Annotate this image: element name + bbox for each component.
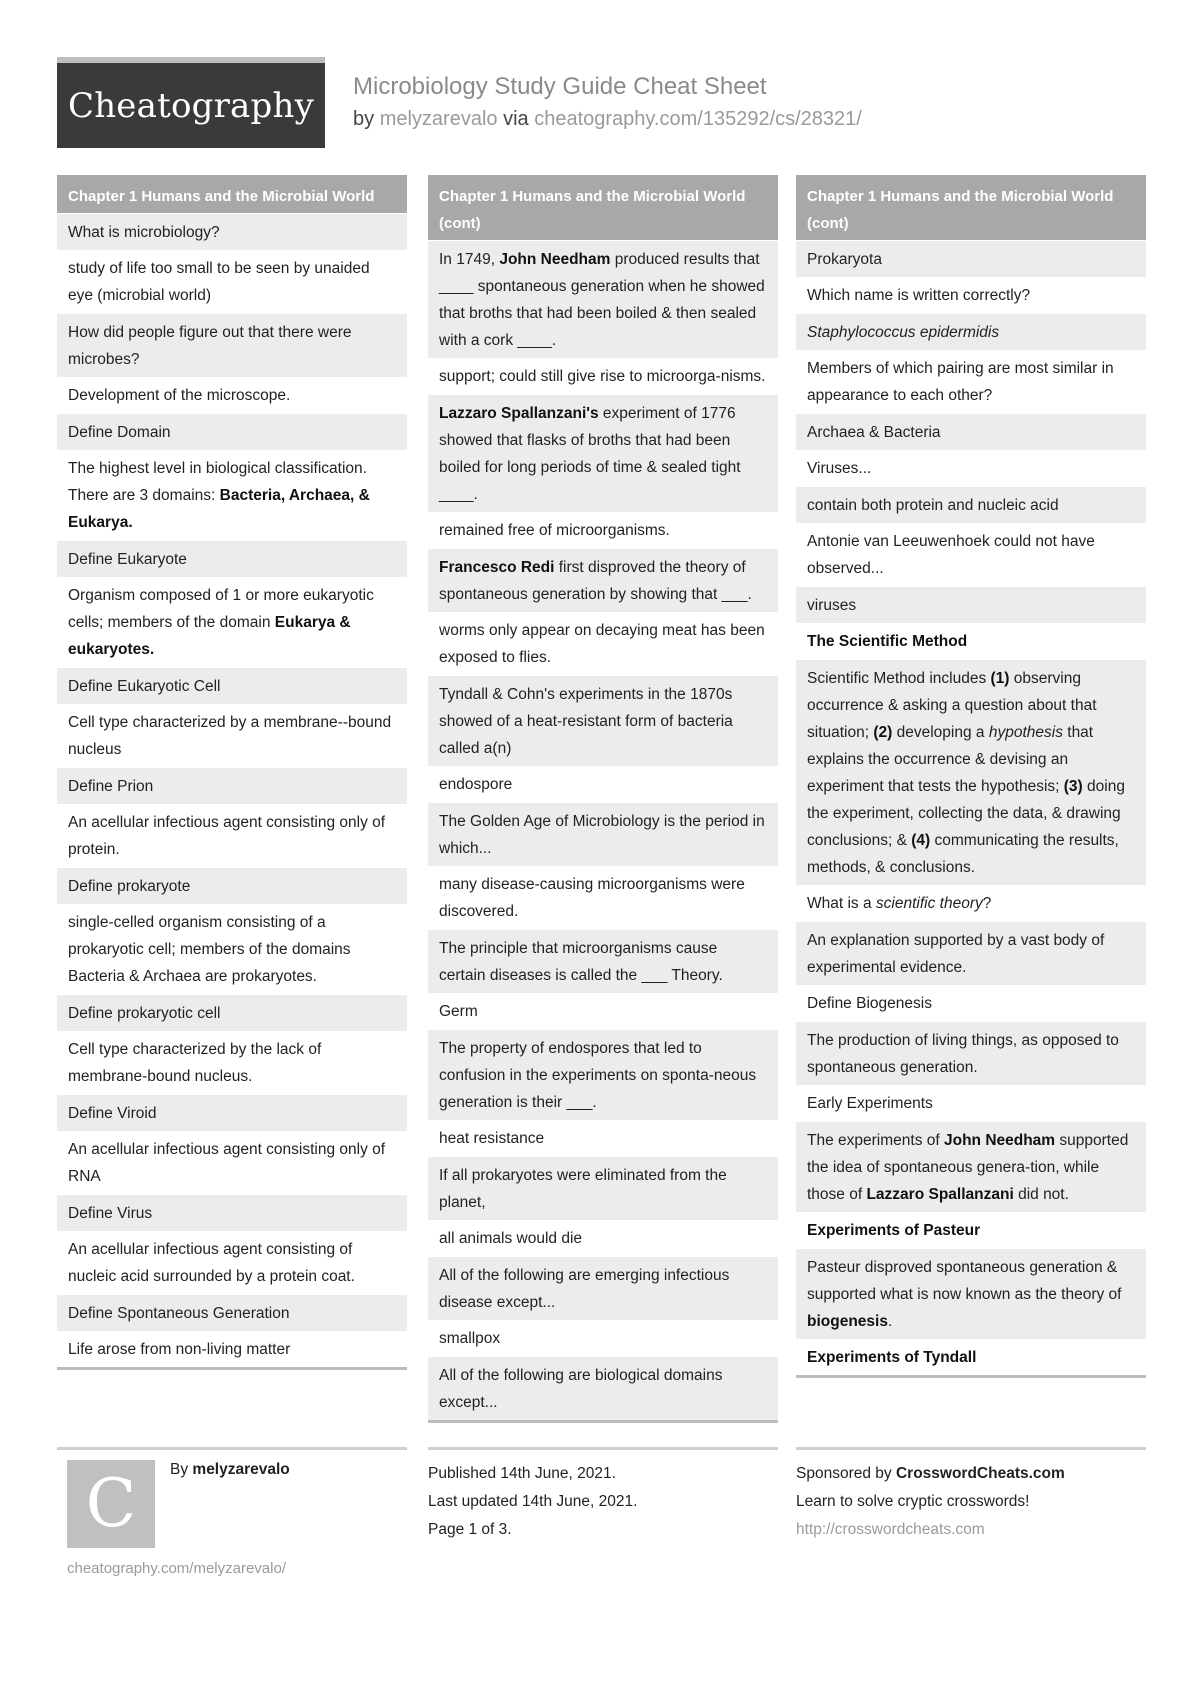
logo-text: Cheatography xyxy=(68,85,314,126)
answer-entry: Experiments of Pasteur xyxy=(796,1212,1146,1248)
question-entry: Define Prion xyxy=(57,767,407,804)
answer-entry: Define Biogenesis xyxy=(796,985,1146,1021)
question-entry: Scientific Method includes (1) observing occurrence & asking a question about that situation; (2) developing a hypothesis that explains the occurrence & devising an experiment that tests the hypothesis; (3) doing the experiment, collecting the data, & drawing conclusions; & (4) communicating the results, methods, & conclusions. xyxy=(796,659,1146,885)
column-heading: Chapter 1 Humans and the Microbial World (cont) xyxy=(796,175,1146,240)
question-entry: Define Eukaryote xyxy=(57,540,407,577)
updated-date: Last updated 14th June, 2021. xyxy=(428,1493,638,1510)
column-heading: Chapter 1 Humans and the Microbial World xyxy=(57,175,407,213)
question-entry: The Golden Age of Microbiology is the period in which... xyxy=(428,802,778,866)
question-entry: The property of endospores that led to confusion in the experiments on sponta-neous generation is their ___. xyxy=(428,1029,778,1120)
profile-url-link[interactable]: cheatography.com/melyzarevalo/ xyxy=(67,1560,286,1577)
question-entry: Define prokaryotic cell xyxy=(57,994,407,1031)
page-title: Microbiology Study Guide Cheat Sheet xyxy=(353,73,767,100)
answer-entry: Early Experiments xyxy=(796,1085,1146,1121)
question-entry: viruses xyxy=(796,586,1146,623)
answer-entry: single-celled organism consisting of a prokaryotic cell; members of the domains Bacteria & Archaea are prokaryotes. xyxy=(57,904,407,994)
question-entry: Francesco Redi first disproved the theory of spontaneous generation by showing that ___. xyxy=(428,548,778,612)
question-entry: The principle that microorganisms cause certain diseases is called the ___ Theory. xyxy=(428,929,778,993)
cheatography-logo[interactable] xyxy=(57,57,325,148)
answer-entry: Germ xyxy=(428,993,778,1029)
answer-entry: Life arose from non-living matter xyxy=(57,1331,407,1367)
answer-entry: study of life too small to be seen by unaided eye (microbial world) xyxy=(57,250,407,313)
sheet-url-link[interactable]: cheatography.com/135292/cs/28321/ xyxy=(534,108,862,130)
question-entry: In 1749, John Needham produced results that ____ spontaneous generation when he showed that broths that had been boiled & then sealed with a cork ____. xyxy=(428,240,778,358)
question-entry: How did people figure out that there were microbes? xyxy=(57,313,407,377)
by-label: By xyxy=(170,1461,189,1478)
column-heading: Chapter 1 Humans and the Microbial World (cont) xyxy=(428,175,778,240)
question-entry: Staphylococcus epidermidis xyxy=(796,313,1146,350)
question-entry: If all prokaryotes were eliminated from the planet, xyxy=(428,1156,778,1220)
byline xyxy=(353,108,862,131)
column-3 xyxy=(796,175,1146,1378)
sponsor-tagline: Learn to solve cryptic crosswords! xyxy=(796,1493,1030,1510)
answer-entry: endospore xyxy=(428,766,778,802)
question-entry: Prokaryota xyxy=(796,240,1146,277)
sponsor-url-link[interactable]: http://crosswordcheats.com xyxy=(796,1521,985,1538)
answer-entry: Development of the microscope. xyxy=(57,377,407,413)
answer-entry: heat resistance xyxy=(428,1120,778,1156)
sponsor-link[interactable]: CrosswordCheats.com xyxy=(895,1465,1065,1482)
answer-entry: worms only appear on decaying meat has been exposed to flies. xyxy=(428,612,778,675)
author-name-link[interactable]: melyzarevalo xyxy=(192,1461,290,1478)
question-entry: All of the following are emerging infectious disease except... xyxy=(428,1256,778,1320)
entry-list xyxy=(796,240,1146,1378)
question-entry: Tyndall & Cohn's experiments in the 1870s showed of a heat-resistant form of bacteria called a(n) xyxy=(428,675,778,766)
sponsor-line xyxy=(796,1460,1146,1488)
question-entry: What is microbiology? xyxy=(57,213,407,250)
answer-entry: An acellular infectious agent consisting of nucleic acid surrounded by a protein coat. xyxy=(57,1231,407,1294)
question-entry: contain both protein and nucleic acid xyxy=(796,486,1146,523)
answer-entry: support; could still give rise to microorga-nisms. xyxy=(428,358,778,394)
entry-list xyxy=(57,213,407,1370)
via-label: via xyxy=(503,108,529,130)
answer-entry: remained free of microorganisms. xyxy=(428,512,778,548)
page-number: Page 1 of 3. xyxy=(428,1521,512,1538)
answer-entry: The Scientific Method xyxy=(796,623,1146,659)
question-entry: Define Domain xyxy=(57,413,407,450)
published-date: Published 14th June, 2021. xyxy=(428,1465,616,1482)
answer-entry: What is a scientific theory? xyxy=(796,885,1146,921)
answer-entry: An acellular infectious agent consisting only of RNA xyxy=(57,1131,407,1194)
question-entry: The experiments of John Needham supported the idea of spontaneous genera-tion, while those of Lazzaro Spallanzani did not. xyxy=(796,1121,1146,1212)
answer-entry: Organism composed of 1 or more eukaryotic cells; members of the domain Eukarya & eukaryotes. xyxy=(57,577,407,667)
entry-list xyxy=(428,240,778,1423)
question-entry: Archaea & Bacteria xyxy=(796,413,1146,450)
column-1 xyxy=(57,175,407,1370)
question-entry: The production of living things, as opposed to spontaneous generation. xyxy=(796,1021,1146,1085)
answer-entry: Viruses... xyxy=(796,450,1146,486)
column-2 xyxy=(428,175,778,1423)
question-entry: Define Spontaneous Generation xyxy=(57,1294,407,1331)
footer-author xyxy=(170,1456,290,1484)
answer-entry: smallpox xyxy=(428,1320,778,1356)
question-entry: Pasteur disproved spontaneous generation & supported what is now known as the theory of biogenesis. xyxy=(796,1248,1146,1339)
answer-entry: The highest level in biological classification. There are 3 domains: Bacteria, Archaea, & Eukarya. xyxy=(57,450,407,540)
question-entry: All of the following are biological domains except... xyxy=(428,1356,778,1420)
publish-footer xyxy=(428,1447,778,1544)
question-entry: Define Eukaryotic Cell xyxy=(57,667,407,704)
answer-entry: Experiments of Tyndall xyxy=(796,1339,1146,1375)
author-link[interactable]: melyzarevalo xyxy=(379,108,498,130)
answer-entry: Cell type characterized by a membrane--bound nucleus xyxy=(57,704,407,767)
answer-entry: Members of which pairing are most similar in appearance to each other? xyxy=(796,350,1146,413)
question-entry: Lazzaro Spallanzani's experiment of 1776 showed that flasks of broths that had been boiled for long periods of time & sealed tight ____. xyxy=(428,394,778,512)
sponsored-label: Sponsored by xyxy=(796,1465,892,1482)
sponsor-footer xyxy=(796,1447,1146,1544)
answer-entry: many disease-causing microorganisms were discovered. xyxy=(428,866,778,929)
answer-entry: An acellular infectious agent consisting only of protein. xyxy=(57,804,407,867)
answer-entry: Cell type characterized by the lack of membrane-bound nucleus. xyxy=(57,1031,407,1094)
question-entry: An explanation supported by a vast body of experimental evidence. xyxy=(796,921,1146,985)
author-footer xyxy=(57,1447,407,1590)
question-entry: Define prokaryote xyxy=(57,867,407,904)
by-label: by xyxy=(353,108,375,130)
answer-entry: Antonie van Leeuwenhoek could not have observed... xyxy=(796,523,1146,586)
answer-entry: all animals would die xyxy=(428,1220,778,1256)
answer-entry: Which name is written correctly? xyxy=(796,277,1146,313)
avatar: C xyxy=(67,1460,155,1548)
question-entry: Define Virus xyxy=(57,1194,407,1231)
question-entry: Define Viroid xyxy=(57,1094,407,1131)
